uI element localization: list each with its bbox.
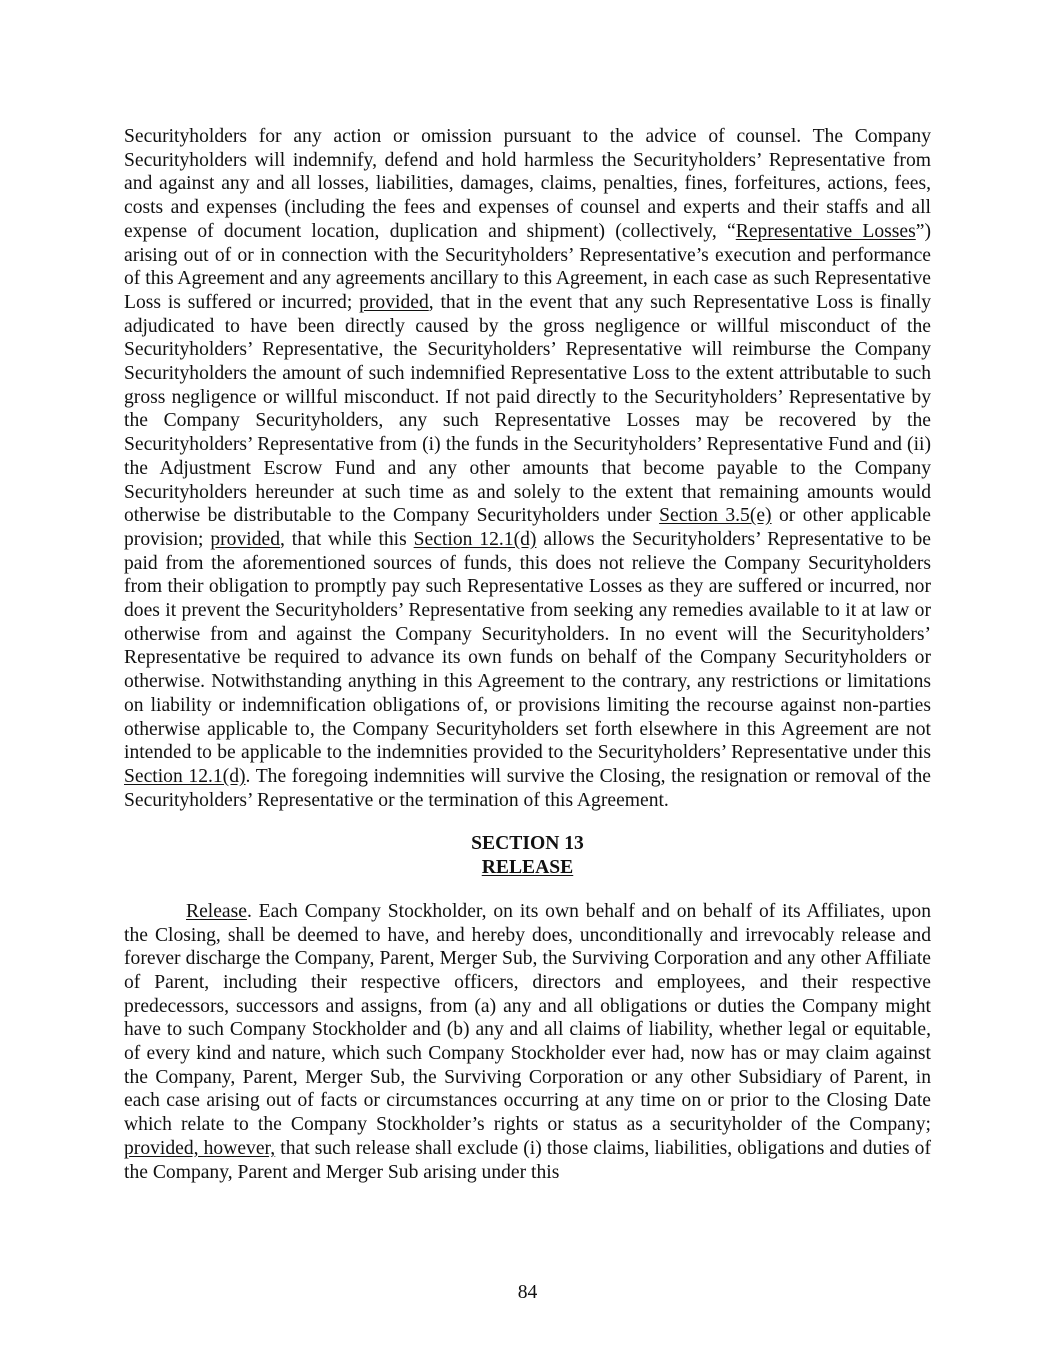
indemnification-paragraph (124, 125, 931, 812)
provided-term: provided (210, 528, 280, 550)
text-segment: . The foregoing indemnities will survive the Closing, the resignation or removal of the Securityholders’ Representative or the termination of this Agreement. (124, 765, 931, 811)
text-segment: ”) arising out of or in connection with the Securityholders’ Representative’s execution and performance of this Agreement and any agreements ancillary to this Agreement, in each case as such Representative Loss is suffered or incurred; (124, 220, 931, 313)
section-title: RELEASE (481, 857, 574, 879)
page-number: 84 (517, 1282, 538, 1303)
section-reference-12-1-d: Section 12.1(d) (413, 528, 537, 550)
text-segment: that such release shall exclude (i) those claims, liabilities, obligations and duties of the Company, Parent and Merger Sub arising under this (124, 1137, 931, 1183)
section-reference-3-5-e: Section 3.5(e) (659, 505, 772, 527)
text-segment: allows the Securityholders’ Representative to be paid from the aforementioned sources of funds, this does not relieve the Company Securityholders from their obligation to promptly pay such Representative Losses as they are suffered or incurred, nor does it prevent the Securityholders’ Representative from seeking any remedies available to it at law or otherwise from and against the Company Securityholders. In no event will the Securityholders’ Representative be required to advance its own funds on behalf of the Company Securityholders or otherwise. Notwithstanding anything in this Agreement to the contrary, any restrictions or limitations on liability or indemnification obligations of, or provisions limiting the recourse against non-parties otherwise applicable to, the Company Securityholders set forth elsewhere in this Agreement are not intended to be applicable to the indemnities provided to the Securityholders’ Representative under this (124, 528, 931, 764)
section-heading (124, 832, 931, 879)
defined-term-representative-losses: Representative Losses (735, 220, 916, 242)
provided-term: provided (359, 291, 429, 313)
text-segment: Securityholders for any action or omission pursuant to the advice of counsel. The Company Securityholders will indemnify, defend and hold harmless the Securityholders’ Representative from and against any and all losses, liabilities, damages, claims, penalties, fines, forfeitures, actions, fees, costs and expenses (including the fees and expenses of counsel and experts and their staffs and all expense of document location, duplication and shipment) (collectively, “ (124, 126, 931, 242)
text-segment: , that in the event that any such Representative Loss is finally adjudicated to have been directly caused by the gross negligence or willful misconduct of the Securityholders’ Representative, the Securityholders’ Representative will reimburse the Company Securityholders the amount of such indemnified Representative Loss to the extent attributable to such gross negligence or willful misconduct. If not paid directly to the Securityholders’ Representative by the Company Securityholders, any such Representative Losses may be recovered by the Securityholders’ Representative from (i) the funds in the Securityholders’ Representative Fund and (ii) the Adjustment Escrow Fund and any other amounts that become payable to the Company Securityholders hereunder at such time as and solely to the extent that remaining amounts would otherwise be distributable to the Company Securityholders under (124, 291, 932, 527)
provided-however-term: provided, however, (124, 1137, 276, 1159)
section-number: SECTION 13 (471, 833, 584, 855)
document-page (124, 125, 931, 1184)
section-reference-12-1-d: Section 12.1(d) (124, 765, 246, 787)
text-segment: . Each Company Stockholder, on its own behalf and on behalf of its Affiliates, upon the Closing, shall be deemed to have, and hereby does, unconditionally and irrevocably release and forever discharge the Company, Parent, Merger Sub, the Surviving Corporation and any other Affiliate of Parent, including their respective officers, directors and employees, and their respective predecessors, successors and assigns, from (a) any and all obligations or duties the Company might have to such Company Stockholder and (b) any and all claims of liability, whether legal or equitable, of every kind and nature, which such Company Stockholder ever had, now has or may claim against the Company, Parent, Merger Sub, the Surviving Corporation or any other Subsidiary of Parent, in each case arising out of facts or circumstances occurring at any time on or prior to the Closing Date which relate to the Company Stockholder’s rights or status as a securityholder of the Company; (124, 900, 931, 1136)
text-segment: or other applicable provision; (124, 505, 931, 550)
text-segment: , that while this (280, 528, 414, 550)
release-caption: Release (186, 900, 247, 922)
release-paragraph (124, 900, 931, 1184)
